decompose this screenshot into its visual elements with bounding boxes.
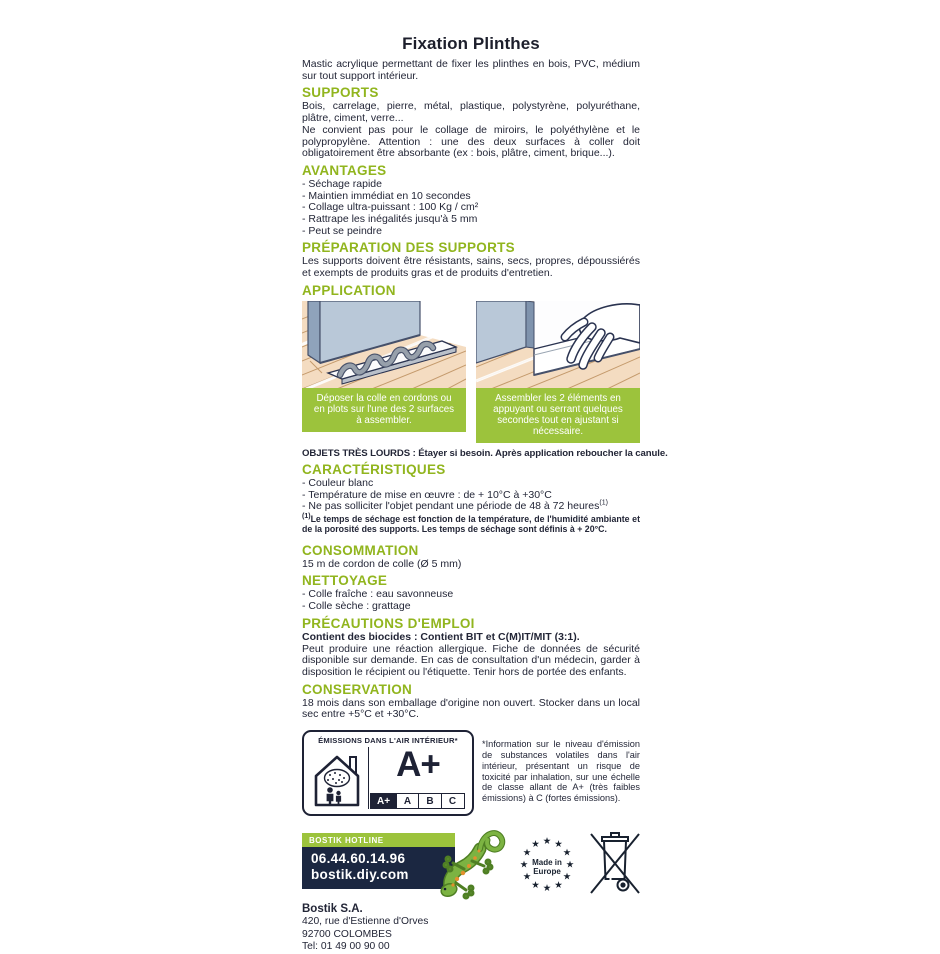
svg-text:★: ★ bbox=[519, 859, 529, 871]
intro-text: Mastic acrylique permettant de fixer les plinthes en bois, PVC, médium sur tout support intérieur. bbox=[302, 58, 640, 82]
emissions-label-title: ÉMISSIONS DANS L'AIR INTÉRIEUR* bbox=[318, 736, 458, 746]
hotline-phone: 06.44.60.14.96 bbox=[311, 851, 406, 867]
svg-text:★: ★ bbox=[542, 883, 552, 895]
emissions-footnote: *Information sur le niveau d'émission de substances volatiles dans l'air intérieur, présentant un risque de toxicité par inhalation, sur une échelle de classe allant de A+ (très faibles émissions) à C (fortes émissions). bbox=[482, 739, 640, 804]
svg-text:★: ★ bbox=[554, 880, 563, 892]
avantage-item: - Rattrape les inégalités jusqu'à 5 mm bbox=[302, 213, 478, 226]
drying-footnote: $^{(1)}$Le temps de séchage est fonction de la température, de l'humidité ambiante et de la porosité des supports. Les temps de séchage sont définis à + 20°C. bbox=[302, 513, 640, 534]
nettoyage-item: - Colle sèche : grattage bbox=[302, 600, 411, 613]
svg-text:★: ★ bbox=[562, 871, 572, 883]
svg-text:★: ★ bbox=[531, 880, 540, 892]
supports-materials: Bois, carrelage, pierre, métal, plastique, polystyrène, polyuréthane, plâtre, ciment, verre... bbox=[302, 100, 640, 125]
application-steps bbox=[302, 301, 640, 443]
europe-text: Europe bbox=[533, 867, 561, 877]
brand-row bbox=[302, 829, 640, 901]
crossed-bin-icon bbox=[586, 829, 644, 899]
hotline-block bbox=[302, 833, 455, 889]
section-heading-precautions: PRÉCAUTIONS D'EMPLOI bbox=[302, 615, 475, 631]
application-step-1 bbox=[302, 301, 466, 432]
caracteristique-item: - Ne pas solliciter l'objet pendant une période de 48 à 72 heures$^{(1)}$ bbox=[302, 499, 608, 513]
house-emissions-icon bbox=[310, 748, 364, 808]
company-name: Bostik S.A. bbox=[302, 903, 363, 916]
company-address bbox=[302, 902, 640, 954]
svg-text:★: ★ bbox=[562, 847, 572, 859]
conservation-text: 18 mois dans son emballage d'origine non ouvert. Stocker dans un local sec entre +5°C et +30°C. bbox=[302, 696, 640, 721]
svg-text:★: ★ bbox=[554, 839, 563, 851]
section-heading-preparation: PRÉPARATION DES SUPPORTS bbox=[302, 240, 515, 256]
footnote-marker: (1) bbox=[599, 499, 608, 507]
hotline-website: bostik.diy.com bbox=[311, 866, 409, 882]
section-heading-caracteristiques: CARACTÉRISTIQUES bbox=[302, 461, 446, 477]
svg-text:★: ★ bbox=[542, 836, 552, 848]
nettoyage-item: - Colle fraîche : eau savonneuse bbox=[302, 588, 454, 601]
consommation-text: 15 m de cordon de colle (Ø 5 mm) bbox=[302, 557, 462, 570]
emissions-scale-cell: A+ bbox=[370, 793, 397, 809]
application-step-2 bbox=[476, 301, 640, 443]
svg-text:★: ★ bbox=[565, 859, 575, 871]
page-title: Fixation Plinthes bbox=[402, 34, 540, 53]
address-line: 420, rue d'Estienne d'Orves bbox=[302, 916, 429, 928]
glue-application-illustration bbox=[302, 301, 466, 388]
address-line: 92700 COLOMBES bbox=[302, 928, 392, 940]
emissions-scale-cell: C bbox=[441, 793, 465, 809]
heavy-objects-note: OBJETS TRÈS LOURDS : Étayer si besoin. Après application reboucher la canule. bbox=[302, 447, 668, 459]
emissions-grade: A+ bbox=[396, 745, 440, 785]
svg-text:★: ★ bbox=[522, 847, 532, 859]
made-in-europe-stars-icon bbox=[514, 827, 580, 901]
caracteristique-item: - Température de mise en œuvre : de + 10°C à +30°C bbox=[302, 488, 552, 501]
section-heading-consommation: CONSOMMATION bbox=[302, 542, 419, 558]
application-step-2-caption: Assembler les 2 éléments en appuyant ou serrant quelques secondes tout en ajustant si nécessaire. bbox=[476, 388, 640, 443]
section-heading-supports: SUPPORTS bbox=[302, 85, 379, 101]
label-content bbox=[302, 34, 668, 954]
emissions-label bbox=[302, 730, 474, 816]
section-heading-avantages: AVANTAGES bbox=[302, 162, 387, 178]
address-line: Tel: 01 49 00 90 00 bbox=[302, 941, 390, 953]
biocides-statement: Contient des biocides : Contient BIT et C(M)IT/MIT (3:1). bbox=[302, 630, 580, 643]
avantage-item: - Collage ultra-puissant : 100 Kg / cm² bbox=[302, 201, 479, 214]
svg-text:★: ★ bbox=[531, 839, 540, 851]
application-step-1-caption: Déposer la colle en cordons ou en plots sur l'une des 2 surfaces à assembler. bbox=[302, 388, 466, 432]
caracteristique-item: - Couleur blanc bbox=[302, 476, 374, 489]
section-heading-conservation: CONSERVATION bbox=[302, 681, 413, 697]
made-in-text: Made in bbox=[532, 858, 562, 868]
precautions-text: Peut produire une réaction allergique. Fiche de données de sécurité disponible sur demande. En cas de consultation d'un médecin, garder à disposition le récipient ou l'étiquette. Tenir hors de portée des enfants. bbox=[302, 642, 640, 678]
section-heading-nettoyage: NETTOYAGE bbox=[302, 573, 388, 589]
svg-text:★: ★ bbox=[522, 871, 532, 883]
emissions-scale-cell: B bbox=[418, 793, 442, 809]
supports-warning: Ne convient pas pour le collage de miroirs, le polyéthylène et le polypropylène. Attention : une des deux surfaces à coller doit obligatoirement être absorbante (ex : bois, plâtre, ciment, brique...). bbox=[302, 123, 640, 160]
section-heading-application: APPLICATION bbox=[302, 282, 396, 298]
emissions-row bbox=[302, 730, 640, 816]
gecko-logo bbox=[436, 821, 512, 907]
avantage-item: - Peut se peindre bbox=[302, 224, 382, 237]
avantage-item: - Séchage rapide bbox=[302, 177, 382, 190]
press-plinth-illustration bbox=[476, 301, 640, 388]
hotline-label: BOSTIK HOTLINE bbox=[302, 833, 455, 847]
emissions-scale bbox=[372, 793, 465, 809]
emissions-scale-cell: A bbox=[396, 793, 420, 809]
preparation-text: Les supports doivent être résistants, sains, secs, propres, dépoussiérés et exempts de produits gras et de produits d'entretien. bbox=[302, 255, 640, 280]
avantage-item: - Maintien immédiat en 10 secondes bbox=[302, 189, 471, 202]
